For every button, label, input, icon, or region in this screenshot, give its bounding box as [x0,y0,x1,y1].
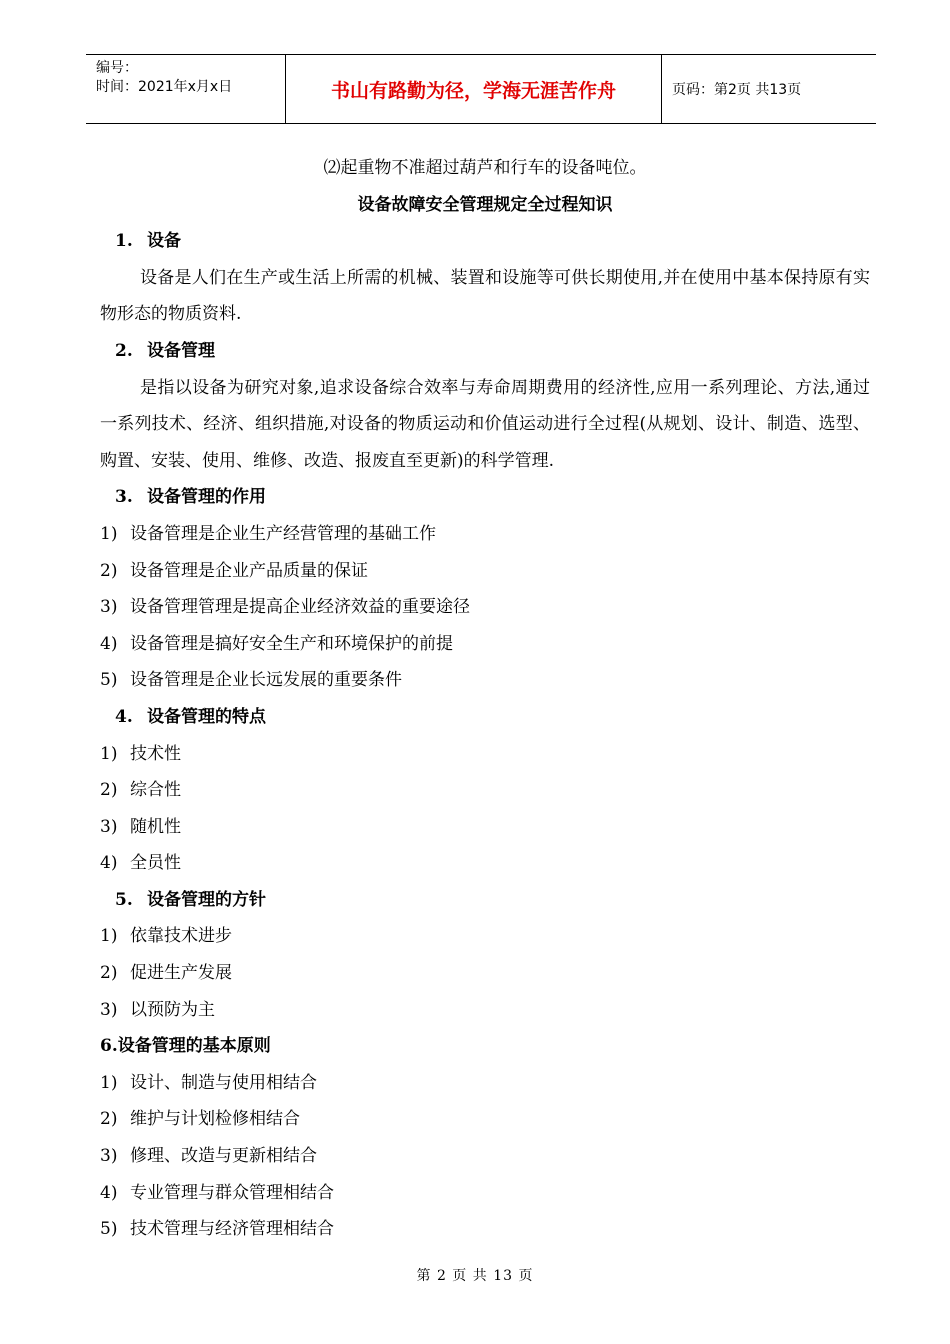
item-text: 设备管理管理是提高企业经济效益的重要途径 [130,597,470,618]
section-number: 5. [115,889,133,910]
section-title: 设备 [147,231,181,252]
section-title: 设备管理的作用 [147,487,266,508]
item-text: 维护与计划检修相结合 [130,1109,300,1130]
header-motto: 书山有路勤为径，学海无涯苦作舟 [286,55,662,123]
list-item [100,736,870,773]
item-number: 4) [100,853,118,874]
list-item [100,1101,870,1138]
section-paragraph: 是指以设备为研究对象,追求设备综合效率与寿命周期费用的经济性,应用一系列理论、方法,通过一系列技术、经济、组织措施,对设备的物质运动和价值运动进行全过程(从规划、设计、制造、选型、购置、安装、使用、维修、改造、报废直至更新)的科学管理. [100,377,870,471]
section-heading [100,699,870,736]
item-number: 5) [100,670,118,691]
number-label: 编号： [96,60,138,76]
section-number: 4. [115,706,133,727]
time-label: 时间：2021年x月x日 [96,79,233,95]
item-number: 5) [100,1219,118,1240]
item-text: 依靠技术进步 [130,926,232,947]
section-number: 1. [115,231,133,252]
list-item [100,845,870,882]
item-number: 2) [100,780,118,801]
list-item [100,1211,870,1248]
list-item [100,809,870,846]
list-item [100,772,870,809]
item-text: 专业管理与群众管理相结合 [130,1182,334,1203]
section-heading: 6.设备管理的基本原则 [100,1036,271,1057]
item-text: 设计、制造与使用相结合 [130,1072,317,1093]
list-item [100,992,870,1029]
section-title: 设备管理 [147,340,215,361]
item-text: 综合性 [130,780,181,801]
list-item [100,553,870,590]
section-heading [100,333,870,370]
list-item [100,1175,870,1212]
section-heading [100,223,870,260]
item-text: 设备管理是企业长远发展的重要条件 [130,670,402,691]
item-text: 技术管理与经济管理相结合 [130,1219,334,1240]
header-meta [86,55,286,123]
list-item [100,955,870,992]
item-text: 以预防为主 [130,999,215,1020]
item-number: 3) [100,1146,118,1167]
item-number: 3) [100,999,118,1020]
section-number: 2. [115,340,133,361]
section-heading [100,882,870,919]
item-text: 全员性 [130,853,181,874]
item-text: 设备管理是搞好安全生产和环境保护的前提 [130,633,453,654]
list-item [100,662,870,699]
page-footer: 第 2 页 共 13 页 [416,1268,534,1284]
section-number: 3. [115,487,133,508]
section-heading [100,479,870,516]
intro-line: ⑵起重物不准超过葫芦和行车的设备吨位。 [323,158,647,178]
item-text: 随机性 [130,816,181,837]
document-body [100,150,870,1248]
section-paragraph: 设备是人们在生产或生活上所需的机械、装置和设施等可供长期使用,并在使用中基本保持原有实物形态的物质资料. [100,267,870,325]
item-number: 4) [100,633,118,654]
section-title: 设备管理的特点 [147,706,266,727]
item-number: 1) [100,743,118,764]
doc-title: 设备故障安全管理规定全过程知识 [357,194,613,215]
item-number: 3) [100,597,118,618]
page-header [86,54,876,124]
item-number: 1) [100,1072,118,1093]
item-text: 促进生产发展 [130,963,232,984]
item-number: 2) [100,963,118,984]
item-number: 1) [100,523,118,544]
list-item [100,626,870,663]
item-number: 4) [100,1182,118,1203]
item-text: 设备管理是企业生产经营管理的基础工作 [130,523,436,544]
section-title: 设备管理的方针 [147,889,266,910]
item-number: 2) [100,1109,118,1130]
item-text: 设备管理是企业产品质量的保证 [130,560,368,581]
item-number: 2) [100,560,118,581]
list-item [100,1138,870,1175]
item-number: 1) [100,926,118,947]
list-item [100,589,870,626]
item-text: 修理、改造与更新相结合 [130,1146,317,1167]
list-item [100,1065,870,1102]
list-item [100,918,870,955]
header-page-label: 页码：第2页 共13页 [672,82,802,98]
list-item [100,516,870,553]
item-text: 技术性 [130,743,181,764]
item-number: 3) [100,816,118,837]
